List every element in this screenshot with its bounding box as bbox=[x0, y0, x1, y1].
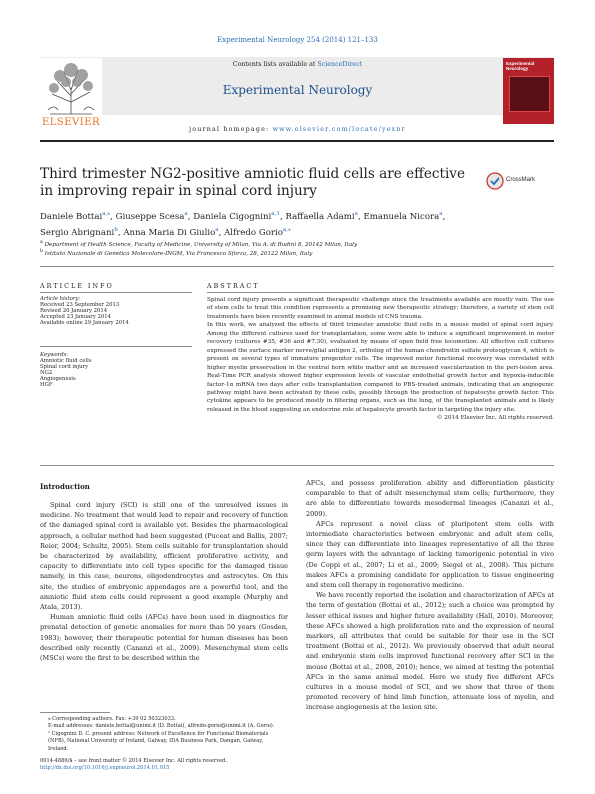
keyword: NG2 bbox=[40, 370, 53, 376]
author-separator: , bbox=[357, 211, 364, 222]
footnote-rule bbox=[40, 712, 110, 713]
author-name[interactable]: Anna Maria Di Giulio bbox=[123, 228, 216, 239]
abstract-paragraph: Spinal cord injury presents a significant therapeutic challenge since the treatments available are mostly vain. The use of stem cells to treat this condition represents a promising new therapeutic strategy; therefore, a variety of stem cell treatments have been recently examined in animal models of CNS trauma. bbox=[207, 297, 554, 320]
homepage-link[interactable]: www.elsevier.com/locate/yexnr bbox=[272, 126, 406, 133]
abstract-paragraph: In this work, we analyzed the effects of third trimester amniotic fluid cells in a mouse model of spinal cord injury. Among the different cultures used for transplantation, some were able to induce a significant improvement in motor recovery (cultures #35, #36 and #7.30), evaluated by means of open field free locomotion. All effective cell cultures expressed the surface marker nerve/glial antigen 2, ortholog of the human chondroitin sulfate proteoglycan 4, which is present on several types of immature progenitor cells. The improved motor functional recovery was correlated with higher myelin preservation in the ventral horn white matter and an increased vascularization in the peri-lesion area. Real-Time PCR analysis showed higher expression levels of vascular endothelial growth factor and hypoxia-inducible factor-1α mRNA two days after cells transplantation compared to PBS-treated animals, indicating that an angiogenic pathway might have been activated by these cells, possibly through the production of hepatocyte growth factor. This cytokine appears to be produced mostly in filtering organs, such as the lung, of the transplanted animals and is likely released in the blood suggesting an endocrine role of hepatocyte growth factor in targeting the injury site. bbox=[207, 322, 554, 413]
history-accepted: Accepted 23 January 2014 bbox=[40, 314, 111, 320]
affiliation-marker: b bbox=[40, 249, 43, 254]
affiliation-text: Istituto Nazionale di Genetica Molecolare-INGM, Via Francesco Sforza, 28, 20122 Milan, Italy bbox=[44, 250, 313, 257]
body-paragraph: AFCs represent a novel class of pluripotent stem cells with intermediate characteristics between embryonic and adult stem cells, since they can differentiate into lineages representative of all the three germ layers with the advantage of lacking tumorigenic potential in vivo (De Coppi et al., 2007; Li et al., 2009; Siegel et al., 2008). This picture makes AFCs a promising candidate for application to tissue engineering and stem cell therapy in regenerative medicine. bbox=[306, 519, 554, 590]
author-name[interactable]: Giuseppe Scesa bbox=[115, 211, 185, 222]
history-label: Article history: bbox=[40, 296, 81, 302]
history-revised: Revised 20 January 2014 bbox=[40, 308, 108, 314]
elsevier-wordmark: ELSEVIER bbox=[41, 117, 101, 128]
issn-line: 0014-4886/$ – see front matter © 2014 Elsevier Inc. All rights reserved. bbox=[40, 758, 227, 764]
keyword: Spinal cord injury bbox=[40, 364, 89, 370]
header-divider bbox=[40, 140, 554, 142]
affiliation-b bbox=[40, 249, 554, 257]
sciencedirect-link[interactable]: ScienceDirect bbox=[317, 61, 363, 68]
author-separator: , bbox=[442, 211, 446, 222]
keyword: Angiogenesis bbox=[40, 376, 76, 382]
body-paragraph: AFCs, and possess proliferation ability and differentiation plasticity comparable to that of adult mesenchymal stem cells; furthermore, they are able to differentiate towards mesodermal lineages (Cananzi et al., 2009). bbox=[306, 479, 554, 518]
author-separator: , bbox=[187, 211, 194, 222]
abstract-body bbox=[207, 296, 554, 423]
article-info-rule bbox=[40, 292, 192, 293]
author-affiliation-marker[interactable]: a,1 bbox=[271, 211, 280, 217]
affiliation-marker: a bbox=[40, 240, 43, 245]
authors-divider bbox=[40, 266, 554, 267]
body-paragraph: We have recently reported the isolation and characterization of AFCs at the term of gestation (Bottai et al., 2012); such a choice was prompted by lesser ethical issues and higher future availability (Hall, 2010). Moreover, these AFCs showed a high proliferation rate and the expression of neural markers, all attributes that could be suitable for their use in the SCI treatment (Bottai et al., 2012). We previously observed that adult neural and embryonic stem cells improved functional recovery after SCI in the mouse (Bottai et al., 2008, 2010); hence, we aimed at testing the potential AFCs in the same animal model. Here we study five different AFCs cultures in a mouse model of SCI, and we show that three of them promoted recovery of hind limb function, attenuate loss of myelin, and increase angiogenesis at the lesion site. bbox=[306, 591, 554, 712]
body-right-column bbox=[306, 478, 554, 713]
history-received: Received 23 September 2013 bbox=[40, 302, 120, 308]
keyword: Amniotic fluid cells bbox=[40, 358, 92, 364]
footnote-1: ¹ Cigognini D. C. present address: Network of Excellence for Functional Biomaterials (NFB), National University of Ireland, Galway, IDA Business Park, Dangan, Galway, Ireland. bbox=[48, 730, 269, 752]
author-list bbox=[40, 208, 554, 241]
journal-name[interactable]: Experimental Neurology bbox=[222, 83, 373, 97]
homepage-prefix: journal homepage: bbox=[189, 126, 273, 133]
author-name[interactable]: Sergio Abrignani bbox=[40, 228, 115, 239]
author-name[interactable]: Alfredo Gorio bbox=[224, 228, 283, 239]
author-affiliation-marker[interactable]: a bbox=[354, 211, 358, 217]
author-separator: , bbox=[117, 228, 124, 239]
abstract-divider bbox=[40, 465, 554, 466]
author-affiliation-marker[interactable]: b bbox=[114, 227, 118, 234]
introduction-heading: Introduction bbox=[40, 482, 90, 491]
history-online: Available online 29 January 2014 bbox=[40, 320, 129, 326]
contents-prefix: Contents lists available at bbox=[232, 61, 318, 68]
article-title: Third trimester NG2-positive amniotic fluid cells are effective in improving repair in spinal cord injury bbox=[40, 166, 466, 199]
journal-reference[interactable]: Experimental Neurology 254 (2014) 121–133 bbox=[217, 36, 378, 44]
journal-homepage bbox=[0, 126, 595, 133]
author-separator: , bbox=[218, 228, 225, 239]
abstract-copyright: © 2014 Elsevier Inc. All rights reserved. bbox=[436, 415, 554, 422]
body-paragraph: Human amniotic fluid cells (AFCs) have been used in diagnostics for prenatal detection of genetic anomalies for more than 50 years (Gosden, 1983); however, their therapeutic potential for human diseases has been described only recently (Cananzi et al., 2009). Mesenchymal stem cells (MSCs) were the first to be described within the bbox=[40, 613, 288, 663]
author-name[interactable]: Raffaella Adami bbox=[285, 211, 355, 222]
keywords bbox=[40, 352, 192, 388]
author-affiliation-marker[interactable]: a bbox=[215, 227, 219, 234]
author-separator: , bbox=[279, 211, 286, 222]
author-affiliation-marker[interactable]: a,⁎ bbox=[102, 211, 111, 217]
body-left-column bbox=[40, 500, 288, 663]
author-affiliation-marker[interactable]: a bbox=[439, 211, 443, 217]
affiliation-a bbox=[40, 240, 554, 248]
crossmark-badge[interactable] bbox=[486, 170, 554, 192]
crossmark-label: CrossMark bbox=[506, 177, 536, 183]
cover-image bbox=[509, 76, 550, 112]
journal-cover-thumbnail[interactable] bbox=[503, 58, 554, 124]
email-addresses[interactable]: E-mail addresses: daniele.bottai@unimi.it (D. Bottai), alfredo.gorio@unimi.it (A. Gorio). bbox=[48, 723, 275, 730]
keywords-label: Keywords: bbox=[40, 352, 69, 358]
footnotes bbox=[48, 716, 284, 753]
author-name[interactable]: Daniele Bottai bbox=[40, 211, 103, 222]
article-history bbox=[40, 296, 192, 326]
abstract-rule bbox=[207, 292, 554, 293]
doi-link[interactable]: http://dx.doi.org/10.1016/j.expneurol.2014.01.015 bbox=[40, 765, 170, 772]
keyword: HGF bbox=[40, 382, 53, 388]
author-affiliation-marker[interactable]: a bbox=[184, 211, 188, 217]
keywords-rule bbox=[40, 346, 192, 347]
author-separator: , bbox=[110, 211, 116, 222]
author-name[interactable]: Emanuela Nicora bbox=[363, 211, 440, 222]
article-info-heading: ARTICLE INFO bbox=[40, 282, 114, 290]
crossmark-icon bbox=[486, 172, 504, 190]
abstract-heading: ABSTRACT bbox=[207, 282, 260, 290]
front-matter bbox=[40, 758, 300, 773]
cover-title: Experimental Neurology bbox=[506, 61, 535, 71]
body-paragraph: Spinal cord injury (SCI) is still one of the unresolved issues in medicine. No treatment that would lead to repair and recovery of function of the damaged spinal cord is available yet. Besides the pharmacological approach, a cellular method had been suggested (Puceat and Ballis, 2007; Reier, 2004; Schultz, 2005). Stem cells suitable for transplantation should be characterized by availability, efficient proliferative activity, and capacity to differentiate into cell types specific for the damaged tissue namely, in this case, neurons, oligodendrocytes and astrocytes. On this site, the studies of embryonic appendages are a powerful tool, and the amniotic fluid stem cells could represent a good example (Murphy and Atala, 2013). bbox=[40, 501, 288, 612]
corresponding-note: ⁎ Corresponding authors. Fax: +39 02 50323033. bbox=[48, 716, 176, 722]
author-name[interactable]: Daniela Cigognini bbox=[193, 211, 272, 222]
author-affiliation-marker[interactable]: a,⁎ bbox=[282, 227, 291, 234]
affiliation-text: Department of Health Science, Faculty of Medicine, University of Milan, Via A. di Rudinì 8, 20142 Milan, Italy bbox=[44, 241, 358, 248]
